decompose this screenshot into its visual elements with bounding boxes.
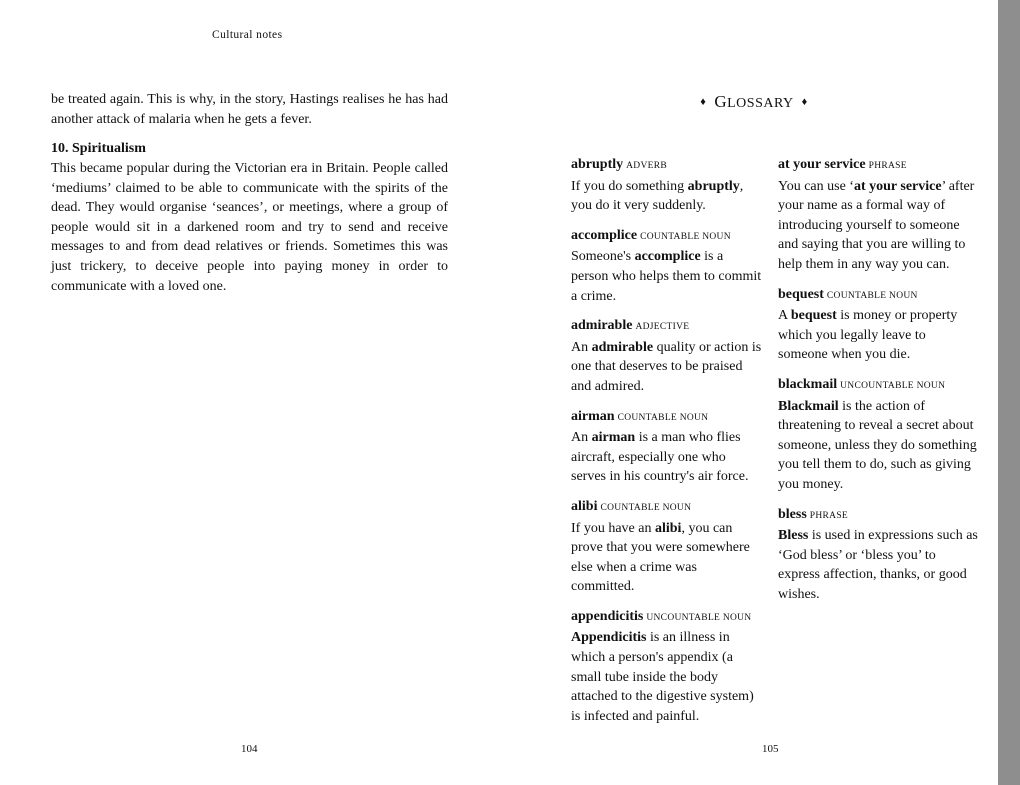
headword: bless bbox=[778, 506, 807, 522]
part-of-speech: UNCOUNTABLE NOUN bbox=[646, 612, 752, 623]
glossary-entry bbox=[778, 375, 978, 495]
headword: bequest bbox=[778, 286, 824, 302]
headword: abruptly bbox=[571, 157, 624, 172]
definition: Blackmail is the action of threatening to reveal a secret about someone, unless they do something you tell them to do, such as giving you money. bbox=[778, 398, 977, 492]
page-number-right: 105 bbox=[762, 743, 779, 755]
part-of-speech: COUNTABLE NOUN bbox=[617, 412, 709, 423]
glossary-entry bbox=[778, 155, 978, 275]
glossary-entry bbox=[571, 407, 763, 487]
definition: If you have an alibi, you can prove that you were somewhere else when a crime was committed. bbox=[571, 520, 750, 595]
glossary-entry bbox=[778, 285, 978, 365]
headword: airman bbox=[571, 408, 615, 424]
page-number-left: 104 bbox=[241, 743, 258, 755]
part-of-speech: PHRASE bbox=[868, 161, 907, 171]
glossary-entry bbox=[571, 316, 763, 396]
page-edge-bar bbox=[998, 0, 1020, 785]
glossary-title-rest: LOSSARY bbox=[727, 96, 794, 111]
definition: Appendicitis is an illness in which a person's appendix (a small tube inside the body attached to the digestive system) is infected and painful. bbox=[571, 630, 754, 724]
definition: Bless is used in expressions such as ‘God bless’ or ‘bless you’ to express affection, thanks, or good wishes. bbox=[778, 528, 978, 602]
definition: Someone's accomplice is a person who helps them to commit a crime. bbox=[571, 249, 762, 304]
headword: appendicitis bbox=[571, 608, 644, 624]
glossary-entry bbox=[571, 607, 763, 727]
definition: You can use ‘at your service’ after your name as a formal way of introducing yourself to someone and saying that you are willing to help them in any way you can. bbox=[778, 178, 975, 272]
glossary-column-1 bbox=[571, 155, 763, 736]
diamond-left-icon: ♦ bbox=[700, 96, 707, 108]
part-of-speech: COUNTABLE NOUN bbox=[826, 290, 918, 301]
part-of-speech: COUNTABLE NOUN bbox=[640, 231, 731, 242]
part-of-speech: UNCOUNTABLE NOUN bbox=[840, 380, 946, 391]
section-title: 10. Spiritualism bbox=[51, 141, 146, 156]
definition: A bequest is money or property which you legally leave to someone when you die. bbox=[778, 308, 958, 363]
glossary-entry bbox=[778, 505, 978, 605]
running-head: Cultural notes bbox=[212, 29, 283, 41]
right-page bbox=[510, 0, 998, 785]
paragraph-continued: be treated again. This is why, in the story, Hastings realises he has had another attack of malaria when he gets a fever. bbox=[51, 92, 448, 127]
part-of-speech: ADVERB bbox=[626, 161, 667, 171]
definition: If you do something abruptly, you do it very suddenly. bbox=[571, 178, 744, 214]
headword: at your service bbox=[778, 157, 866, 172]
part-of-speech: ADJECTIVE bbox=[635, 322, 690, 333]
glossary-title-initial: G bbox=[714, 92, 728, 111]
section-body: This became popular during the Victorian era in Britain. People called ‘mediums’ claimed to be able to communicate with the spirits of the dead. They would organise ‘seances’, or meetings, where a group of people would sit in a darkened room and try to send and receive messages to and from dead relatives or friends. Sometimes this was just trickery, to deceive people into paying money in order to communicate with a loved one. bbox=[51, 161, 448, 294]
glossary-column-2 bbox=[778, 155, 978, 614]
part-of-speech: COUNTABLE NOUN bbox=[600, 502, 692, 513]
headword: admirable bbox=[571, 318, 633, 334]
headword: accomplice bbox=[571, 227, 638, 243]
definition: An airman is a man who flies aircraft, especially one who serves in his country's air force. bbox=[571, 430, 749, 485]
definition: An admirable quality or action is one that deserves to be praised and admired. bbox=[571, 339, 762, 394]
diamond-right-icon: ♦ bbox=[801, 96, 808, 108]
headword: alibi bbox=[571, 498, 598, 514]
glossary-title bbox=[510, 92, 998, 112]
glossary-entry bbox=[571, 226, 763, 306]
glossary-entry bbox=[571, 155, 763, 216]
glossary-entry bbox=[571, 497, 763, 597]
part-of-speech: PHRASE bbox=[809, 510, 849, 521]
headword: blackmail bbox=[778, 376, 838, 392]
